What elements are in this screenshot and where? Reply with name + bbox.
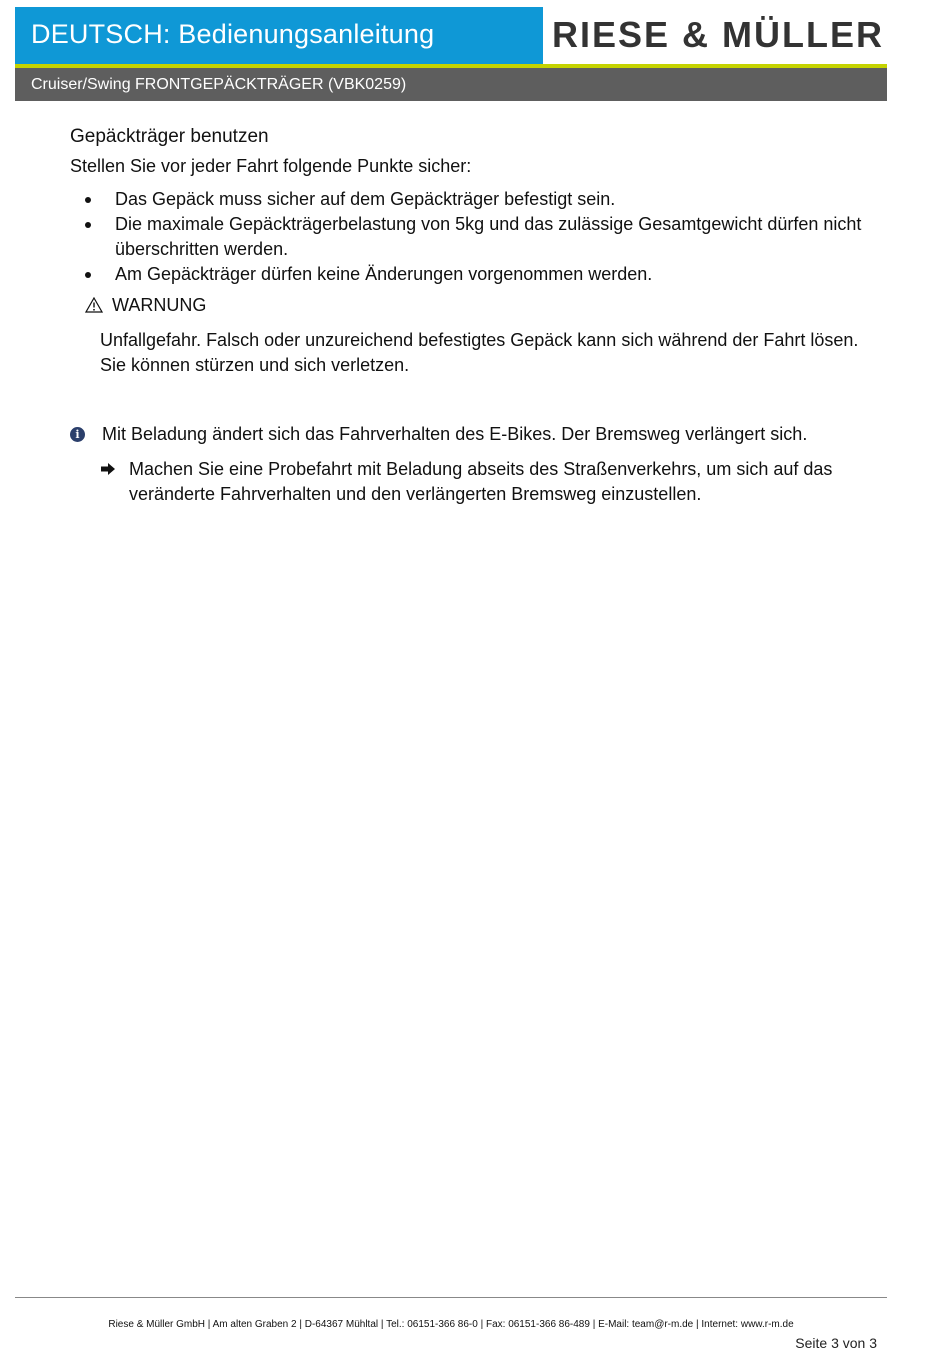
- brand-logo: RIESE & MÜLLER: [552, 14, 885, 55]
- list-item: [70, 187, 885, 212]
- bullet-icon: [85, 197, 91, 203]
- warning-text: Unfallgefahr. Falsch oder unzureichend befestigtes Gepäck kann sich während der Fahrt lösen. Sie können stürzen und sich verletzen.: [100, 330, 859, 375]
- warning-triangle-icon: [85, 297, 103, 313]
- section-intro: Stellen Sie vor jeder Fahrt folgende Punkte sicher:: [70, 156, 472, 176]
- list-item-text: Das Gepäck muss sicher auf dem Gepäckträger befestigt sein.: [115, 189, 616, 209]
- checklist: [70, 187, 885, 287]
- header-subtitle-bar: [15, 68, 887, 101]
- arrow-right-icon: [100, 462, 116, 476]
- bullet-icon: [85, 272, 91, 278]
- document-subtitle: Cruiser/Swing FRONTGEPÄCKTRÄGER (VBK0259): [31, 76, 407, 93]
- list-item: [70, 212, 885, 262]
- footer-address: Riese & Müller GmbH | Am alten Graben 2 | D-64367 Mühltal | Tel.: 06151-366 86-0 | Fax: 06151-366 86-489 | E-Mail: team@r-m.de | Internet: www.r-m.de: [108, 1319, 794, 1330]
- document-title: DEUTSCH: Bedienungsanleitung: [31, 19, 435, 49]
- header-title-bar: [15, 7, 543, 65]
- info-note: [70, 422, 885, 447]
- action-text: Machen Sie eine Probefahrt mit Beladung abseits des Straßenverkehrs, um sich auf das veränderte Fahrverhalten und den verlängerten Bremsweg einzustellen.: [129, 459, 833, 504]
- info-icon: i: [70, 427, 85, 442]
- list-item-text: Am Gepäckträger dürfen keine Änderungen vorgenommen werden.: [115, 264, 653, 284]
- list-item-text: Die maximale Gepäckträgerbelastung von 5kg und das zulässige Gesamtgewicht dürfen nicht überschritten werden.: [115, 214, 862, 259]
- list-item: [70, 262, 885, 287]
- warning-heading: [70, 293, 885, 318]
- warning-label: WARNUNG: [112, 295, 207, 315]
- action-step: [70, 457, 885, 507]
- page-number: Seite 3 von 3: [795, 1335, 877, 1351]
- footer-divider: [15, 1297, 887, 1298]
- section-heading: Gepäckträger benutzen: [70, 126, 269, 147]
- info-text: Mit Beladung ändert sich das Fahrverhalten des E-Bikes. Der Bremsweg verlängert sich.: [102, 424, 808, 444]
- page-content: [70, 124, 885, 507]
- bullet-icon: [85, 222, 91, 228]
